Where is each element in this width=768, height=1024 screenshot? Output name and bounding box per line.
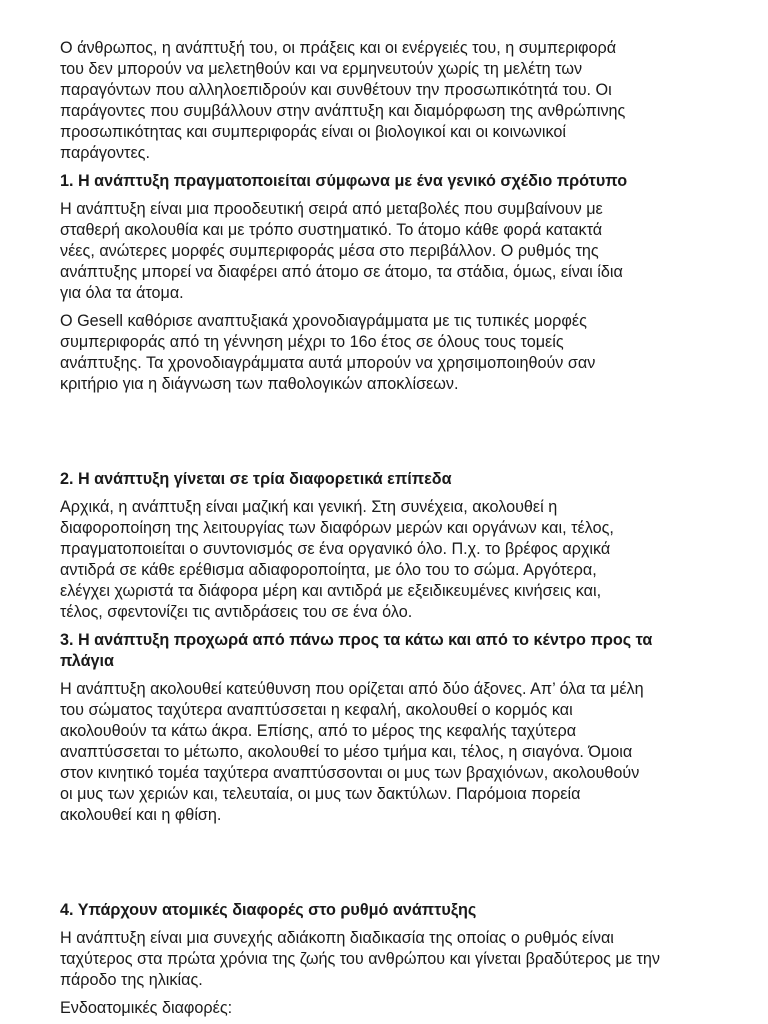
section-1-paragraph-2: Ο Gesell καθόρισε αναπτυξιακά χρονοδιαγράμματα με τις τυπικές μορφές συμπεριφοράς από τη γέννηση μέχρι το 16ο έτος σε όλους τους τομείς ανάπτυξης. Τα χρονοδιαγράμματα αυτά μπορούν να χρησιμοποιηθούν σαν κριτήριο για η διάγνωση των παθολογικών αποκλίσεων. [60,312,596,393]
section-1-paragraph-1: Η ανάπτυξη είναι μια προοδευτική σειρά από μεταβολές που συμβαίνουν με σταθερή ακολουθία και με τρόπο συστηματικό. Το άτομο κάθε φορά κατακτά νέες, ανώτερες μορφές συμπεριφοράς μέσα στο περιβάλλον. Ο ρυθμός της ανάπτυξης μπορεί να διαφέρει από άτομο σε άτομο, τα στάδια, όμως, είναι ίδια για όλα τα άτομα. [60,200,623,302]
section-4-heading: 4. Υπάρχουν ατομικές διαφορές στο ρυθμό ανάπτυξης [60,901,477,919]
section-1-heading: 1. Η ανάπτυξη πραγματοποιείται σύμφωνα με ένα γενικό σχέδιο πρότυπο [60,172,628,190]
section-3-heading: 3. Η ανάπτυξη προχωρά από πάνω προς τα κάτω και από το κέντρο προς τα πλάγια [60,631,653,670]
document-page [60,38,720,1019]
section-4-paragraph-1: Η ανάπτυξη είναι μια συνεχής αδιάκοπη διαδικασία της οποίας ο ρυθμός είναι ταχύτερος στα πρώτα χρόνια της ζωής του ανθρώπου και γίνεται βραδύτερος με την πάροδο της ηλικίας. [60,929,660,989]
section-4-paragraph-2: Ενδοατομικές διαφορές: [60,999,233,1017]
section-2-heading: 2. Η ανάπτυξη γίνεται σε τρία διαφορετικά επίπεδα [60,470,452,488]
intro-paragraph: Ο άνθρωπος, η ανάπτυξή του, οι πράξεις και οι ενέργειές του, η συμπεριφορά του δεν μπορούν να μελετηθούν και να ερμηνευτούν χωρίς τη μελέτη των παραγόντων που αλληλοεπιδρούν και συνθέτουν την προσωπικότητά του. Οι παράγοντες που συμβάλλουν στην ανάπτυξη και διαμόρφωση της ανθρώπινης προσωπικότητας και συμπεριφοράς είναι οι βιολογικοί και οι κοινωνικοί παράγοντες. [60,39,626,162]
section-2-paragraph-1: Αρχικά, η ανάπτυξη είναι μαζική και γενική. Στη συνέχεια, ακολουθεί η διαφοροποίηση της λειτουργίας των διαφόρων μερών και οργάνων και, τέλος, πραγματοποιείται ο συντονισμός σε ένα οργανικό όλο. Π.χ. το βρέφος αρχικά αντιδρά σε κάθε ερέθισμα αδιαφοροποίητα, με όλο του το σώμα. Αργότερα, ελέγχει χωριστά τα διάφορα μέρη και αντιδρά με εξειδικευμένες κινήσεις και, τέλος, σφεντονίζει τις αντιδράσεις του σε ένα όλο. [60,498,614,621]
section-3-paragraph-1: Η ανάπτυξη ακολουθεί κατεύθυνση που ορίζεται από δύο άξονες. Απ’ όλα τα μέλη του σώματος ταχύτερα αναπτύσσεται η κεφαλή, ακολουθεί ο κορμός και ακολουθούν τα κάτω άκρα. Επίσης, από το μέρος της κεφαλής ταχύτερα αναπτύσσεται το μέτωπο, ακολουθεί το μέσο τμήμα και, τέλος, η σιαγόνα. Όμοια στον κινητικό τομέα ταχύτερα αναπτύσσονται οι μυς των βραχιόνων, ακολουθούν οι μυς των χεριών και, τελευταία, οι μυς των δακτύλων. Παρόμοια πορεία ακολουθεί και η φθίση. [60,680,644,824]
